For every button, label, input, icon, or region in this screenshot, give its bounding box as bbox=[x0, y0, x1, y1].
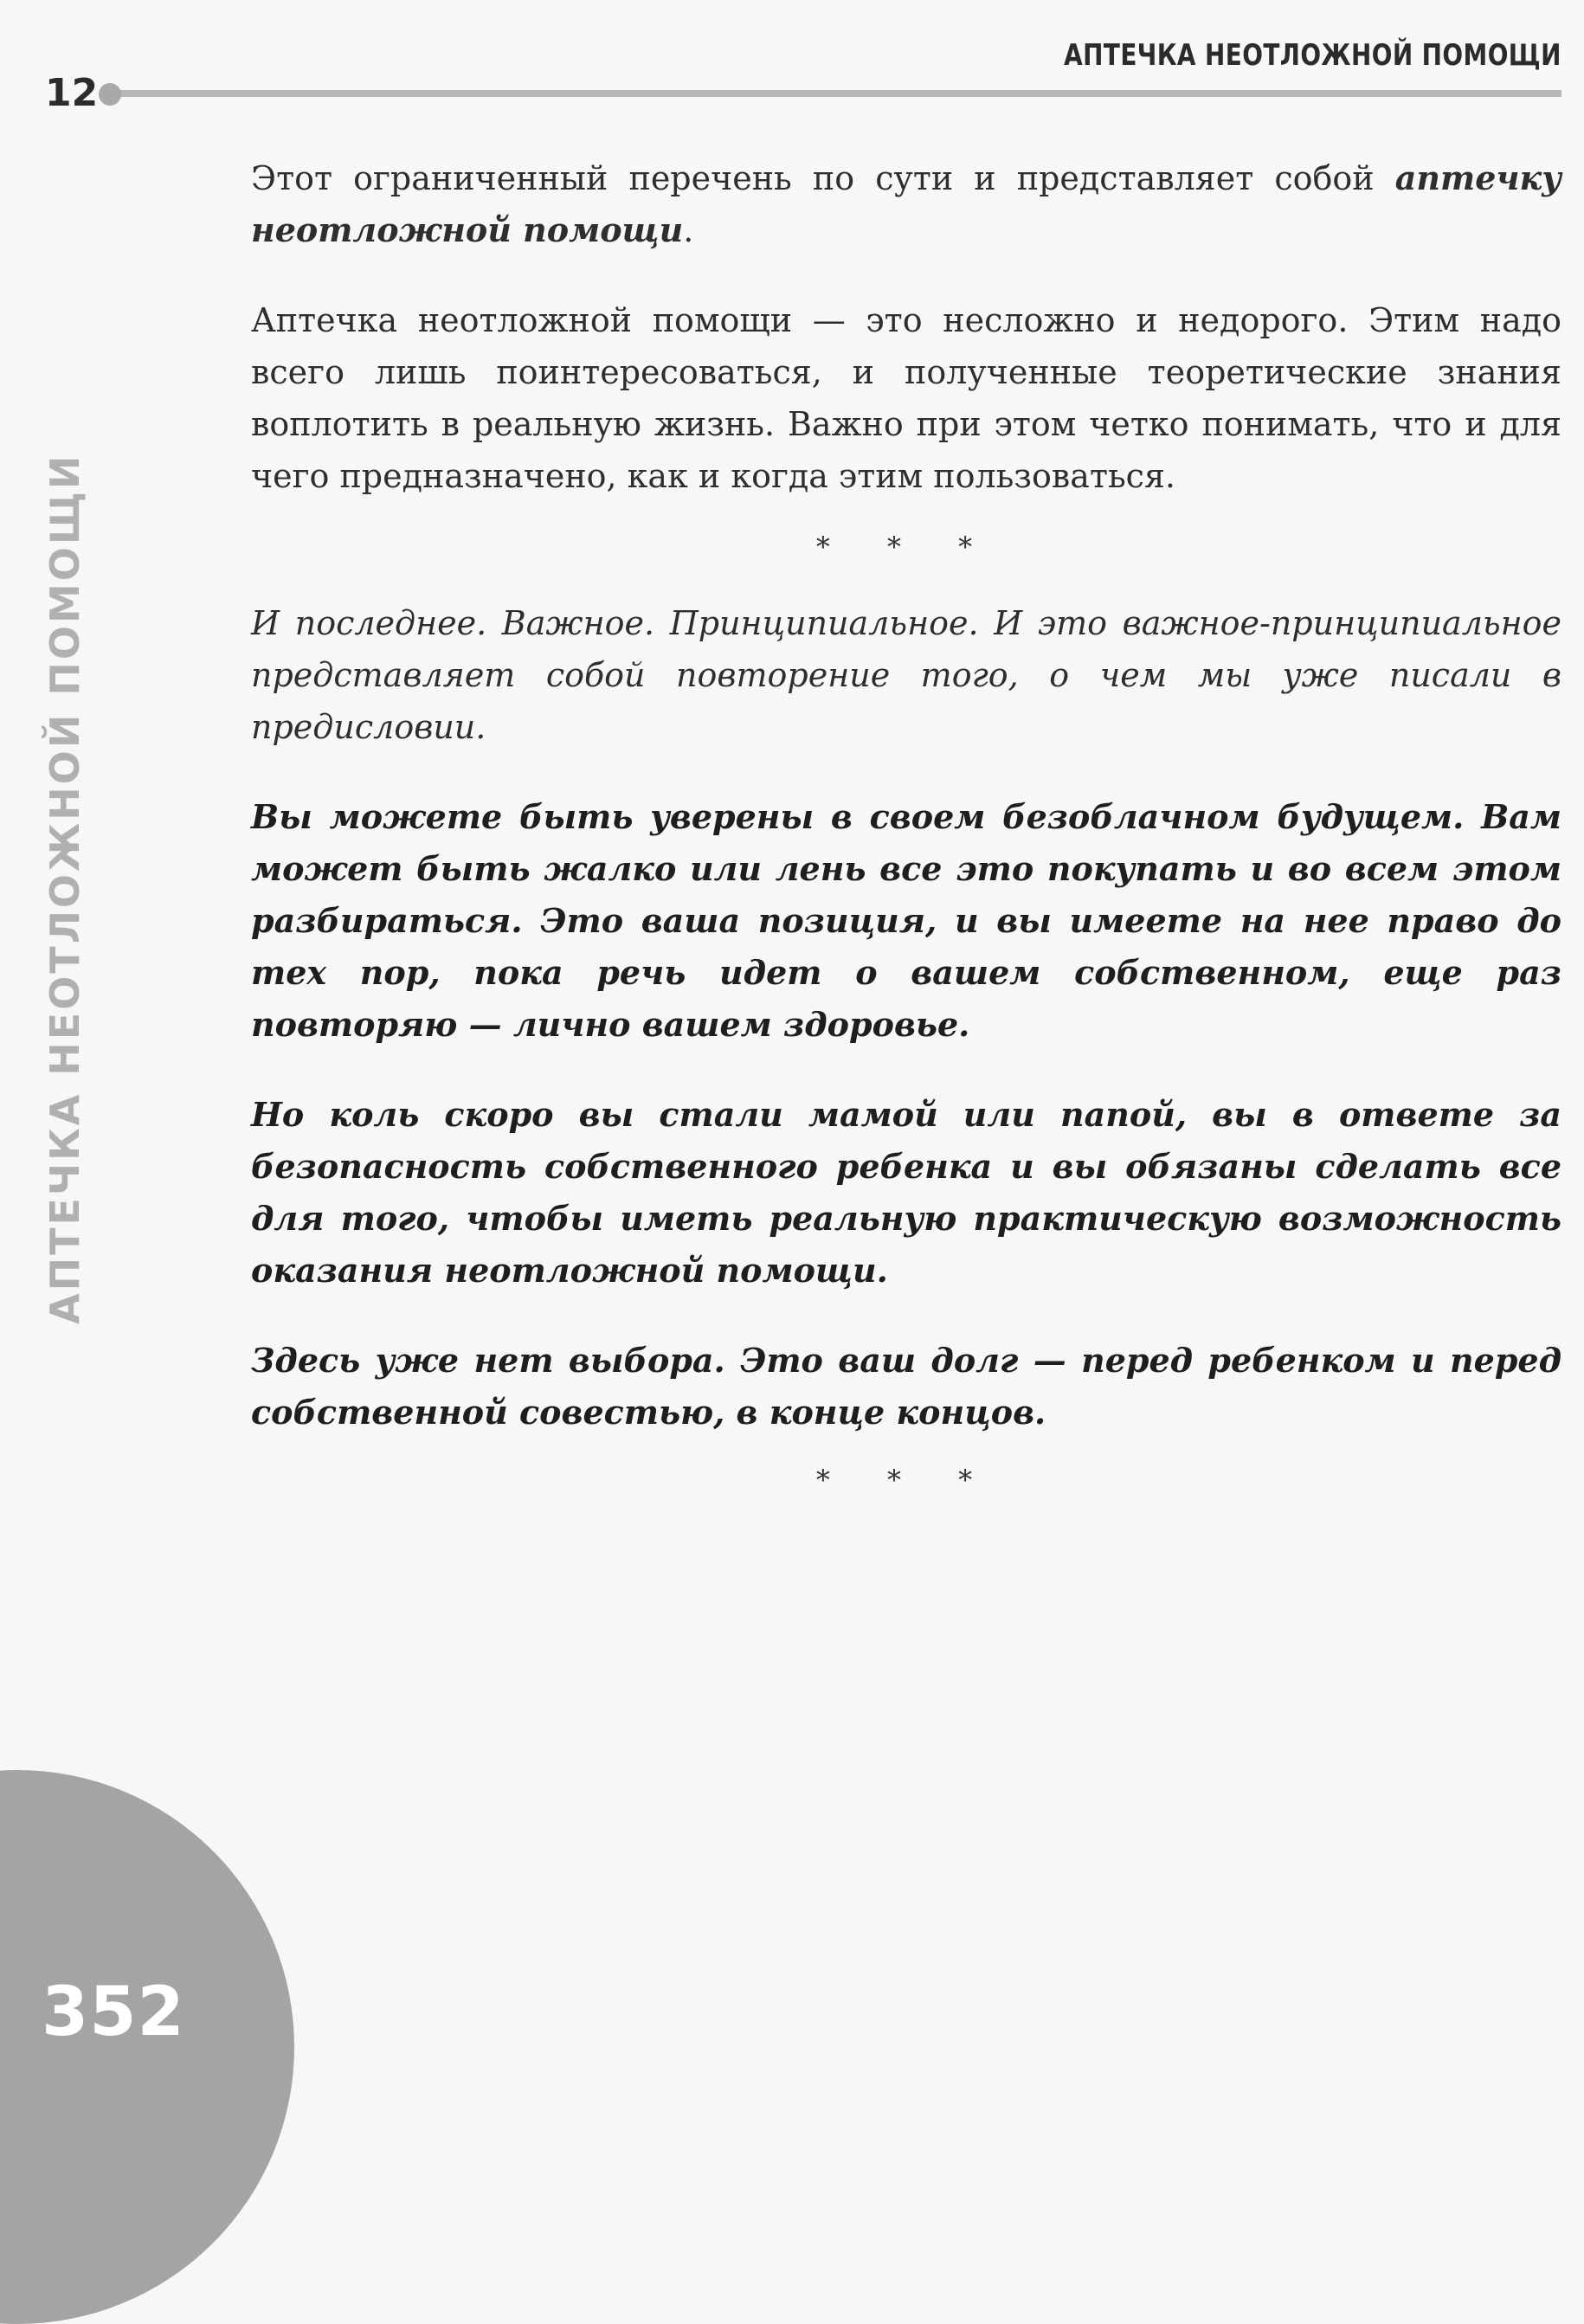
paragraph-no-choice: Здесь уже нет выбора. Это ваш долг — перед ребенком и перед собственной совестью, в конце концов. bbox=[251, 1341, 1561, 1432]
section-separator-end: * * * bbox=[815, 1464, 997, 1497]
emphasis-first-aid-kit: аптечку неотложной помощи bbox=[251, 158, 1561, 249]
running-head: АПТЕЧКА НЕОТЛОЖНОЙ ПОМОЩИ bbox=[1064, 38, 1561, 73]
paragraph-parents-responsibility: Но коль скоро вы стали мамой или папой, вы в ответе за безопасность собственного ребенка и вы обязаны сделать все для того, чтобы иметь реальную практическую возможность оказания неотложной помощи. bbox=[251, 1095, 1561, 1290]
page-number: 352 bbox=[42, 1973, 185, 2051]
side-section-label: АПТЕЧКА НЕОТЛОЖНОЙ ПОМОЩИ bbox=[42, 453, 88, 1324]
paragraph-kit-description: Аптечка неотложной помощи — это несложно и недорого. Этим надо всего лишь поинтересоваться, и полученные теоретические знания воплотить в реальную жизнь. Важно при этом четко понимать, что и для чего предназначено, как и когда этим пользоваться. bbox=[251, 301, 1561, 495]
text-column bbox=[251, 152, 1561, 1530]
chapter-number: 12 bbox=[45, 71, 99, 115]
paragraph-intro-end: . bbox=[683, 211, 694, 249]
header-dot-ornament bbox=[99, 83, 121, 106]
paragraph-your-position: Вы можете быть уверены в своем безоблачном будущем. Вам может быть жалко или лень все это покупать и во всем этом разбираться. Это ваша позиция, и вы имеете на нее право до тех пор, пока речь идет о вашем собственном, еще раз повторяю — лично вашем здоровье. bbox=[251, 797, 1561, 1044]
header-rule bbox=[111, 90, 1561, 97]
paragraph-last-important: И последнее. Важное. Принципиальное. И это важное-принципиальное представляет собой повторение того, о чем мы уже писали в предисловии. bbox=[251, 604, 1561, 746]
section-separator: * * * bbox=[815, 531, 997, 563]
paragraph-intro-text: Этот ограниченный перечень по сути и представляет собой bbox=[251, 159, 1395, 197]
paragraph-intro bbox=[251, 152, 1561, 256]
